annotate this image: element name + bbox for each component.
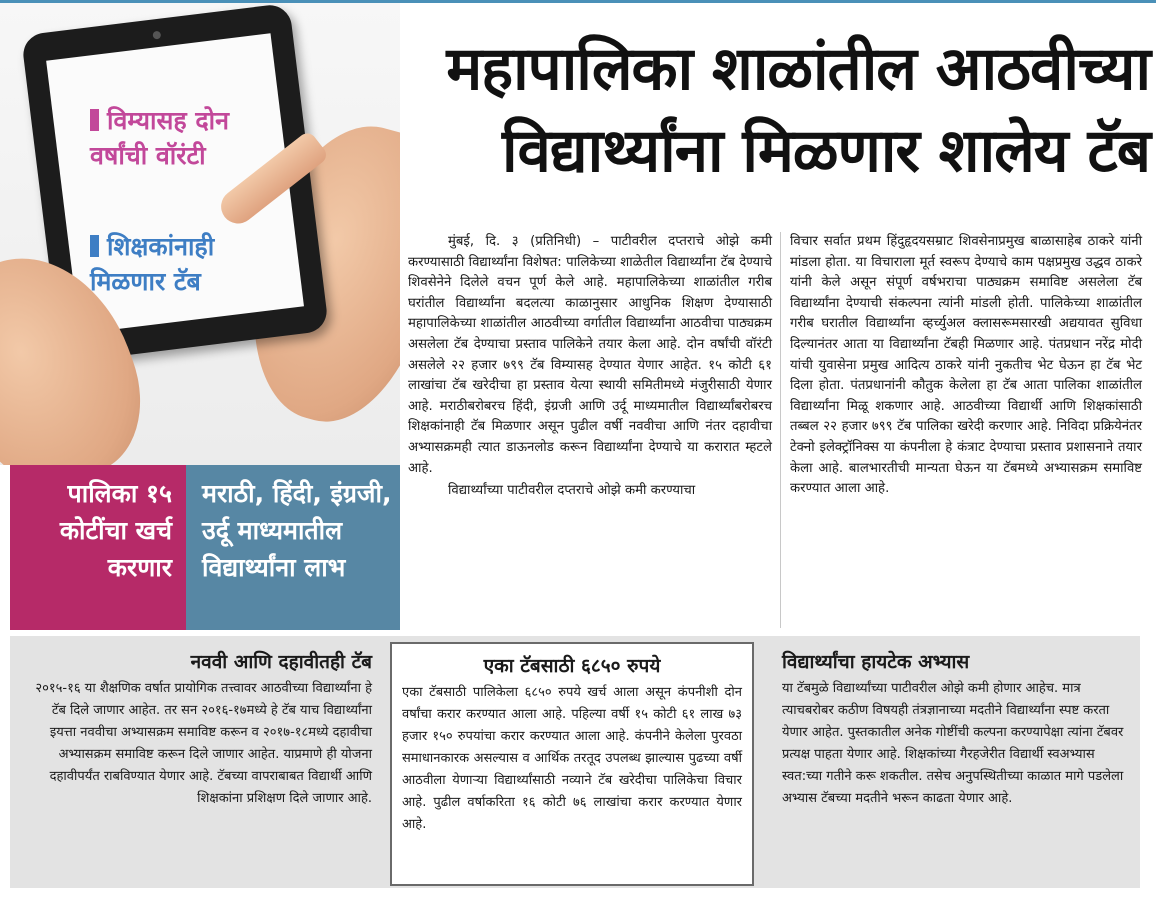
- feature-teachers-tab: [90, 229, 290, 299]
- sidebar-title: एका टॅबसाठी ६८५० रुपये: [483, 655, 661, 677]
- article-column-1: [408, 232, 772, 504]
- sidebar-title: नववी आणि दहावीतही टॅब: [190, 651, 372, 673]
- sidebar-body: या टॅबमुळे विद्यार्थ्यांच्या पाटीवरील ओझे कमी होणार आहेच. मात्र त्याचबरोबर कठीण विषयही तंत्रज्ञानाच्या मदतीने विद्यार्थ्यांना स्पष्ट करता येणार आहेत. पुस्तकातील अनेक गोष्टींची कल्पना करण्यापेक्षा त्यांना टॅबवर प्रत्यक्ष पाहता येणार आहे. शिक्षकांच्या गैरहजेरीत विद्यार्थी स्वअभ्यास स्वत:च्या गतीने करू शकतील. तसेच अनुपस्थितीच्या काळात मागे पडलेला अभ्यास टॅबच्या मदतीने भरून काढता येणार आहे.: [782, 681, 1124, 806]
- sidebar-body: एका टॅबसाठी पालिकेला ६८५० रुपये खर्च आला असून कंपनीशी दोन वर्षांचा करार करण्यात आला आहे. पहिल्या वर्षी १५ कोटी ६१ लाख ७३ हजार १५० रुपयांचा करार करण्यात आला आहे. कंपनीने केलेला पुरवठा समाधानकारक असल्यास व आर्थिक तरतूद उपलब्ध झाल्यास पुढच्या वर्षी आठवीला येणाऱ्या विद्यार्थ्यांसाठी नव्याने टॅब खरेदीचा पालिकेचा विचार आहे. पुढील वर्षाकरिता १६ कोटी ७६ लाखांचा करार करण्यात येणार आहे.: [402, 685, 742, 832]
- feature-text: विम्यासह दोन वर्षांची वॉरंटी: [90, 106, 229, 170]
- article-column-2: [790, 232, 1142, 502]
- cost-highlight-box: [10, 465, 186, 630]
- sidebar-hitech-study: [782, 648, 1130, 810]
- headline-line-2: विद्यार्थ्यांना मिळणार शालेय टॅब: [501, 116, 1150, 186]
- sidebar-body: २०१५-१६ या शैक्षणिक वर्षात प्रायोगिक तत्त्वावर आठवीच्या विद्यार्थ्यांना हे टॅब दिले जाणार आहेत. तर सन २०१६-१७मध्ये हे टॅब याच विद्यार्थ्यांना इयत्ता नववीचा अभ्यासक्रम समाविष्ट करून व २०१७-१८मध्ये दहावीचा अभ्यासक्रम समाविष्ट करून दिले जाणार आहेत. याप्रमाणे ही योजना दहावीपर्यंत राबविण्यात येणार आहे. टॅबच्या वापराबाबत विद्यार्थी आणि शिक्षकांना प्रशिक्षण दिले जाणार आहे.: [35, 681, 372, 806]
- bullet-square-icon: [90, 109, 99, 131]
- article-paragraph: मुंबई, दि. ३ (प्रतिनिधी) – पाटीवरील दप्तराचे ओझे कमी करण्यासाठी विद्यार्थ्यांना विशेषत: पालिकेच्या शाळेतील विद्यार्थ्यांना टॅब देण्याचे शिवसेनेने दिलेले वचन पूर्ण केले आहे. महापालिकेच्या शाळांतील गरीब घरांतील विद्यार्थ्यांना बदलत्या काळानुसार आधुनिक शिक्षण देण्यासाठी महापालिकेच्या शाळांतील आठवीच्या वर्गातील विद्यार्थ्यांना आठवीचा पाठ्यक्रम असलेला टॅब देण्याचा प्रस्ताव पालिकेने तयार केला आहे. दोन वर्षांची वॉरंटी असलेले २२ हजार ७९९ टॅब विम्यासह देण्यात येणार आहेत. १५ कोटी ६१ लाखांचा टॅब खरेदीचा हा प्रस्ताव येत्या स्थायी समितीमध्ये मंजुरीसाठी येणार आहे. मराठीबरोबरच हिंदी, इंग्रजी आणि उर्दू माध्यमातील विद्यार्थ्यांबरोबरच शिक्षकांनाही टॅब मिळणार असून पुढील वर्षी नववीचा आणि नंतर दहावीचा अभ्यासक्रमही त्यात डाऊनलोड करून विद्यार्थ्यांना देण्याचे या करारात म्हटले आहे.: [408, 234, 772, 476]
- article-paragraph: विद्यार्थ्यांच्या पाटीवरील दप्तराचे ओझे कमी करण्याचा: [448, 483, 696, 499]
- feature-insurance-warranty: [90, 103, 290, 173]
- sidebar-ninth-tenth: [24, 648, 372, 810]
- medium-highlight-text: मराठी, हिंदी, इंग्रजी, उर्दू माध्यमातील विद्यार्थ्यांना लाभ: [202, 479, 392, 582]
- column-divider: [780, 232, 781, 628]
- headline: [300, 28, 1150, 192]
- sidebar-title: विद्यार्थ्यांचा हायटेक अभ्यास: [782, 651, 970, 673]
- article-paragraph: विचार सर्वात प्रथम हिंदुहृदयसम्राट शिवसेनाप्रमुख बाळासाहेब ठाकरे यांनी मांडला होता. या विचाराला मूर्त स्वरूप देण्याचे काम पक्षप्रमुख उद्धव ठाकरे यांनी केले असून संपूर्ण वर्षभराचा पाठ्यक्रम समाविष्ट असलेला टॅब विद्यार्थ्यांना देण्याची संकल्पना त्यांनी मांडली होती. पालिकेच्या शाळांतील गरीब घरातील विद्यार्थ्यांना व्हर्च्युअल क्लासरूमसारखी अद्ययावत सुविधा दिल्यानंतर आता या विद्यार्थ्यांना टॅबही मिळणार आहे. पंतप्रधान नरेंद्र मोदी यांची युवासेना प्रमुख आदित्य ठाकरे यांनी नुकतीच भेट घेऊन हा टॅब भेट दिला होता. पंतप्रधानांनी कौतुक केलेला हा टॅब आता पालिका शाळांतील विद्यार्थ्यांना मिळू शकणार आहे. आठवीच्या विद्यार्थी आणि शिक्षकांसाठी तब्बल २२ हजार ७९९ टॅब पालिका खरेदी करणार आहे. निविदा प्रक्रियेनंतर टेक्नो इलेक्ट्रॉनिक्स या कंपनीला हे कंत्राट देण्याचा प्रस्ताव प्रशासनाने तयार केला आहे. बालभारतीची मान्यता घेऊन या टॅबमध्ये अभ्यासक्रम समाविष्ट करण्यात आला आहे.: [790, 234, 1142, 497]
- bullet-square-icon: [90, 235, 99, 257]
- sidebar-price-per-tab: [390, 642, 754, 886]
- cost-highlight-text: पालिका १५ कोटींचा खर्च करणार: [59, 479, 172, 582]
- medium-highlight-box: [186, 465, 400, 630]
- feature-text: शिक्षकांनाही मिळणार टॅब: [90, 232, 215, 296]
- headline-line-1: महापालिका शाळांतील आठवीच्या: [446, 34, 1150, 104]
- tablet-camera: [152, 31, 161, 40]
